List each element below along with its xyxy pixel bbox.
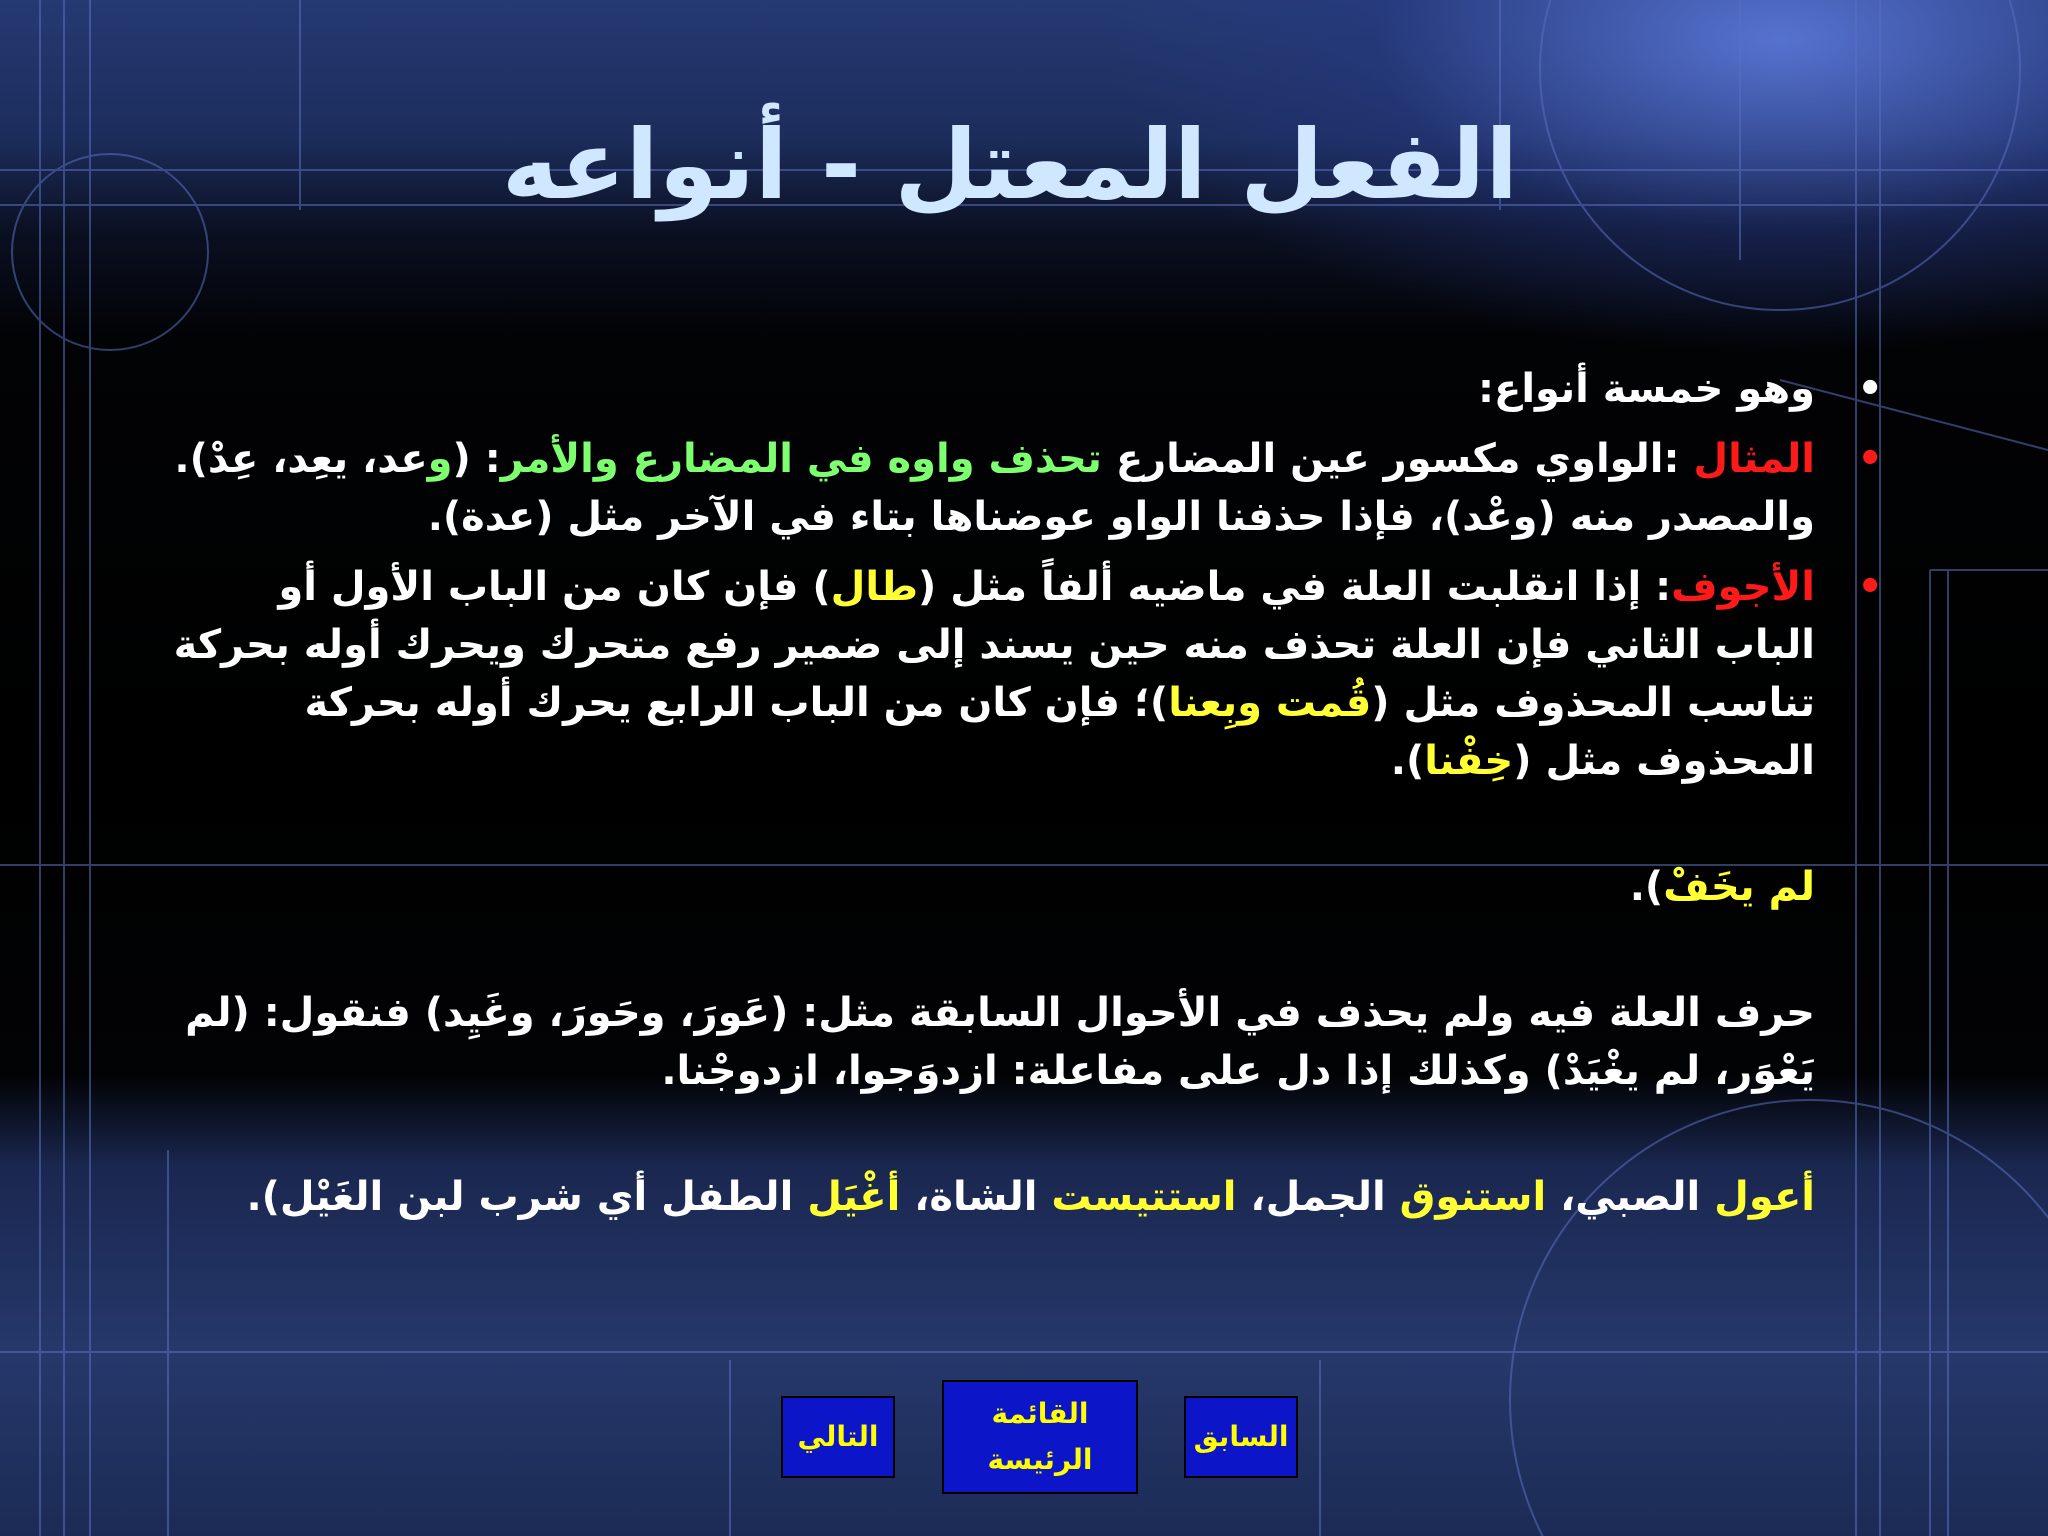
line-5-example-2: استنوق bbox=[1399, 1174, 1547, 1220]
main-menu-label-line-1: القائمة bbox=[991, 1397, 1089, 1430]
mithal-rule: تحذف واوه في المضارع والأمر bbox=[500, 436, 1102, 482]
ajwaf-text-2: ) فإن كان من الباب الأول أو الباب الثاني فإن العلة تحذف منه حين يسند إلى ضمير رفع متحرك ويحرك أوله بحركة تناسب المحذوف مثل ( bbox=[173, 564, 1815, 726]
ajwaf-text-3: )؛ فإن كان من الباب الرابع يحرك أوله بحركة المحذوف مثل ( bbox=[304, 680, 1815, 784]
next-button[interactable] bbox=[781, 1396, 895, 1478]
ajwaf-bullet bbox=[165, 558, 1815, 790]
ajwaf-text-1: : إذا انقلبت العلة في ماضيه ألفاً مثل ( bbox=[918, 564, 1672, 610]
mithal-text-2: : ( bbox=[452, 436, 501, 482]
previous-button-label: السابق bbox=[1193, 1420, 1289, 1453]
mithal-waw: و bbox=[427, 436, 453, 482]
ajwaf-example-3: خِفْنا bbox=[1424, 738, 1514, 784]
line-5-text-2: الجمل، bbox=[1236, 1174, 1400, 1220]
line-3-text: ). bbox=[1629, 864, 1664, 910]
ajwaf-term: الأجوف bbox=[1671, 564, 1815, 610]
line-4-text: حرف العلة فيه ولم يحذف في الأحوال السابقة مثل: (عَورَ، وحَورَ، وغَيِد) فنقول: (لم يَعْوَر، لم يغْيَدْ) وكذلك إذا دل على مفاعلة: ازدوَجوا، ازدوجْنا. bbox=[185, 990, 1815, 1094]
mithal-text-1: :الواوي مكسور عين المضارع bbox=[1101, 436, 1694, 482]
next-button-label: التالي bbox=[797, 1420, 879, 1453]
line-5 bbox=[165, 1168, 1815, 1226]
line-5-example-1: أعول bbox=[1714, 1174, 1815, 1220]
line-5-example-3: استتيست bbox=[1051, 1174, 1237, 1220]
mithal-term: المثال bbox=[1693, 436, 1815, 482]
previous-button[interactable] bbox=[1184, 1396, 1298, 1478]
line-5-text-1: الصبي، bbox=[1546, 1174, 1715, 1220]
line-5-text-4: الطفل أي شرب لبن الغَيْل). bbox=[246, 1174, 808, 1220]
slide-title: الفعل المعتل - أنواعه bbox=[501, 109, 1519, 221]
line-5-example-4: أغْيَل bbox=[807, 1174, 901, 1220]
ajwaf-example-1: طال bbox=[830, 564, 919, 610]
intro-text: وهو خمسة أنواع: bbox=[1478, 366, 1815, 412]
intro-bullet bbox=[165, 360, 1815, 418]
line-3-example: لم يخَفْ bbox=[1663, 864, 1815, 910]
line-5-text-3: الشاة، bbox=[900, 1174, 1052, 1220]
slide-content bbox=[165, 360, 1815, 1226]
main-menu-button[interactable] bbox=[942, 1380, 1138, 1494]
line-3 bbox=[165, 858, 1815, 916]
ajwaf-text-4: ). bbox=[1390, 738, 1425, 784]
main-menu-label-line-2: الرئيسة bbox=[987, 1443, 1093, 1476]
mithal-text-3: عد، يعِد، عِدْ). والمصدر منه (وعْد)، فإذا حذفنا الواو عوضناها بتاء في الآخر مثل (عدة). bbox=[174, 436, 1815, 540]
ajwaf-example-2: قُمت وبِعنا bbox=[1168, 680, 1372, 726]
line-4 bbox=[165, 984, 1815, 1100]
mithal-bullet bbox=[165, 430, 1815, 546]
